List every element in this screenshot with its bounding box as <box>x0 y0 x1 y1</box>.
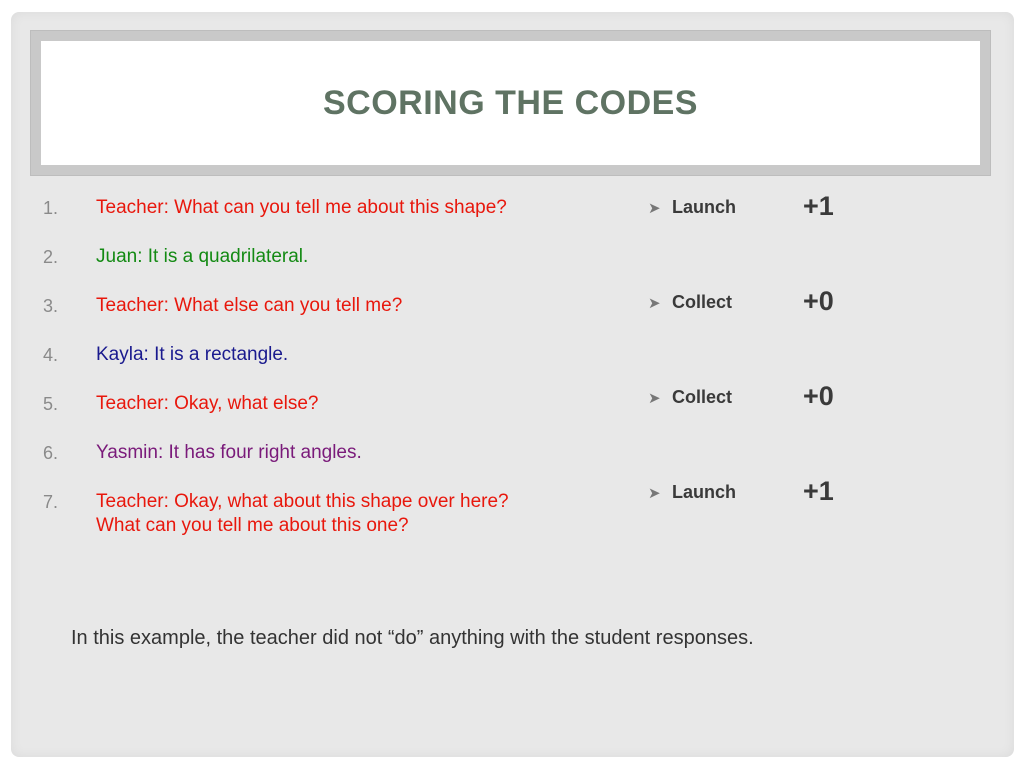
item-number-6: 6. <box>43 443 59 463</box>
slide-title: SCORING THE CODES <box>323 83 698 122</box>
transcript-line-7a: Teacher: Okay, what about this shape over here? <box>96 491 509 512</box>
code-label: Launch <box>672 197 737 217</box>
item-number-3: 3. <box>43 296 59 316</box>
transcript-line-6: Yasmin: It has four right angles. <box>96 442 362 463</box>
title-box <box>41 41 980 165</box>
transcript-line-1: Teacher: What can you tell me about this shape? <box>96 197 507 218</box>
footer-note: In this example, the teacher did not “do” anything with the student responses. <box>71 627 754 649</box>
item-number-2: 2. <box>43 247 59 267</box>
transcript-line-3: Teacher: What else can you tell me? <box>96 295 403 316</box>
code-label: Launch <box>672 482 737 502</box>
code-row-1 <box>648 197 736 218</box>
code-row-2 <box>648 292 732 313</box>
code-label: Collect <box>672 292 733 312</box>
score-value: +1 <box>803 476 834 506</box>
transcript-line-7b: What can you tell me about this one? <box>96 515 409 536</box>
arrow-bullet-icon: ➤ <box>648 389 661 407</box>
arrow-bullet-icon: ➤ <box>648 199 661 217</box>
item-number-1: 1. <box>43 198 59 218</box>
item-number-4: 4. <box>43 345 59 365</box>
score-value: +0 <box>803 286 834 316</box>
score-value: +1 <box>803 191 834 221</box>
code-row-3 <box>648 387 732 408</box>
code-row-4 <box>648 482 736 503</box>
arrow-bullet-icon: ➤ <box>648 484 661 502</box>
transcript-line-5: Teacher: Okay, what else? <box>96 393 319 414</box>
item-number-5: 5. <box>43 394 59 414</box>
arrow-bullet-icon: ➤ <box>648 294 661 312</box>
transcript-line-4: Kayla: It is a rectangle. <box>96 344 289 365</box>
score-value: +0 <box>803 381 834 411</box>
transcript-line-2: Juan: It is a quadrilateral. <box>96 246 309 267</box>
item-number-7: 7. <box>43 492 59 512</box>
code-label: Collect <box>672 387 733 407</box>
